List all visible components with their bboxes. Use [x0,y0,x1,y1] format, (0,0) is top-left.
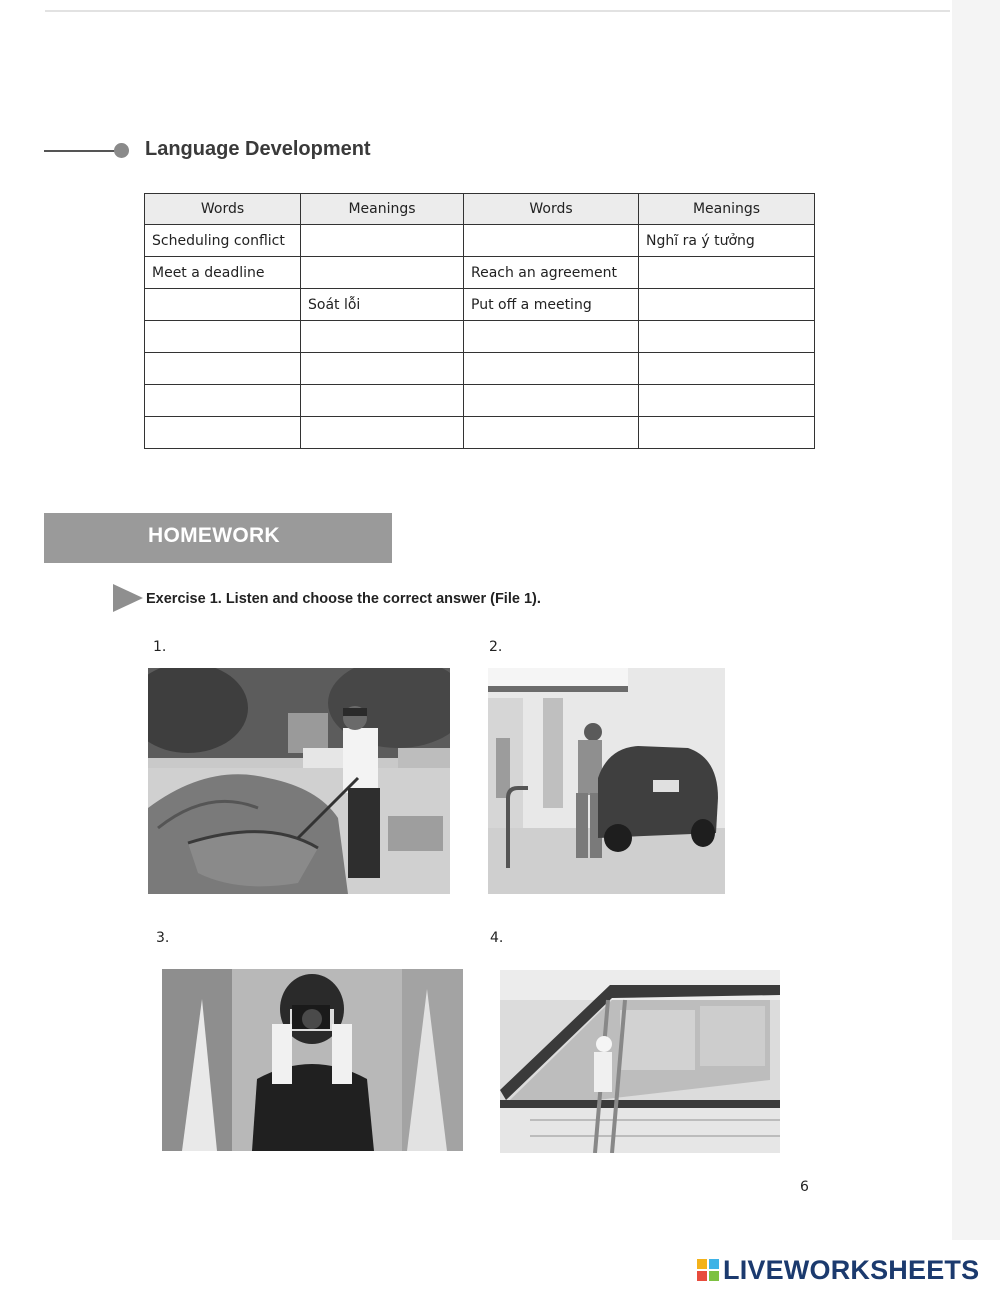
table-cell: Soát lỗi [301,289,464,321]
answer-cell[interactable] [464,321,639,353]
header-words-1: Words [145,194,301,225]
vocabulary-table [144,193,815,449]
liveworksheets-logo[interactable] [697,1254,979,1286]
photo-woman-with-camera [162,969,463,1151]
table-header-row [145,194,815,225]
answer-cell[interactable] [639,353,815,385]
header-meanings-2: Meanings [639,194,815,225]
logo-square [697,1259,707,1269]
answer-cell[interactable] [464,417,639,449]
answer-cell[interactable] [464,353,639,385]
answer-cell[interactable] [145,417,301,449]
homework-title: HOMEWORK [148,524,280,547]
answer-cell[interactable] [301,385,464,417]
item-number-4: 4. [490,930,504,946]
item-number-1: 1. [153,639,167,655]
answer-cell[interactable] [145,289,301,321]
table-row [145,385,815,417]
logo-square [709,1271,719,1281]
brand-name: LIVEWORKSHEETS [723,1254,980,1285]
photo-painter-on-ladder [500,970,780,1153]
table-row [145,225,815,257]
answer-cell[interactable] [145,353,301,385]
answer-cell[interactable] [301,321,464,353]
photo-gas-station-attendant [488,668,725,894]
answer-cell[interactable] [301,257,464,289]
table-row [145,257,815,289]
answer-cell[interactable] [145,321,301,353]
answer-cell[interactable] [301,225,464,257]
section-heading-line [44,150,116,152]
item-number-3: 3. [156,930,170,946]
answer-cell[interactable] [301,417,464,449]
table-row [145,417,815,449]
table-cell: Meet a deadline [145,257,301,289]
scan-page-edge [952,0,1000,1240]
liveworksheets-logo-icon [697,1259,719,1281]
exercise-title: Exercise 1. Listen and choose the correct answer (File 1). [146,591,541,607]
section-title: Language Development [145,138,371,160]
table-row [145,321,815,353]
section-bullet-icon [114,143,129,158]
table-row [145,289,815,321]
table-cell: Nghĩ ra ý tưởng [639,225,815,257]
answer-cell[interactable] [301,353,464,385]
top-rule [45,10,950,12]
answer-cell[interactable] [145,385,301,417]
answer-cell[interactable] [639,289,815,321]
photo-man-shoveling [148,668,450,894]
answer-cell[interactable] [464,225,639,257]
answer-cell[interactable] [639,417,815,449]
table-cell: Scheduling conflict [145,225,301,257]
header-words-2: Words [464,194,639,225]
logo-square [697,1271,707,1281]
item-number-2: 2. [489,639,503,655]
play-arrow-icon [113,584,143,612]
answer-cell[interactable] [639,321,815,353]
answer-cell[interactable] [639,385,815,417]
page-number: 6 [800,1179,809,1195]
answer-cell[interactable] [464,385,639,417]
header-meanings-1: Meanings [301,194,464,225]
table-cell: Put off a meeting [464,289,639,321]
table-row [145,353,815,385]
answer-cell[interactable] [639,257,815,289]
table-cell: Reach an agreement [464,257,639,289]
logo-square [709,1259,719,1269]
